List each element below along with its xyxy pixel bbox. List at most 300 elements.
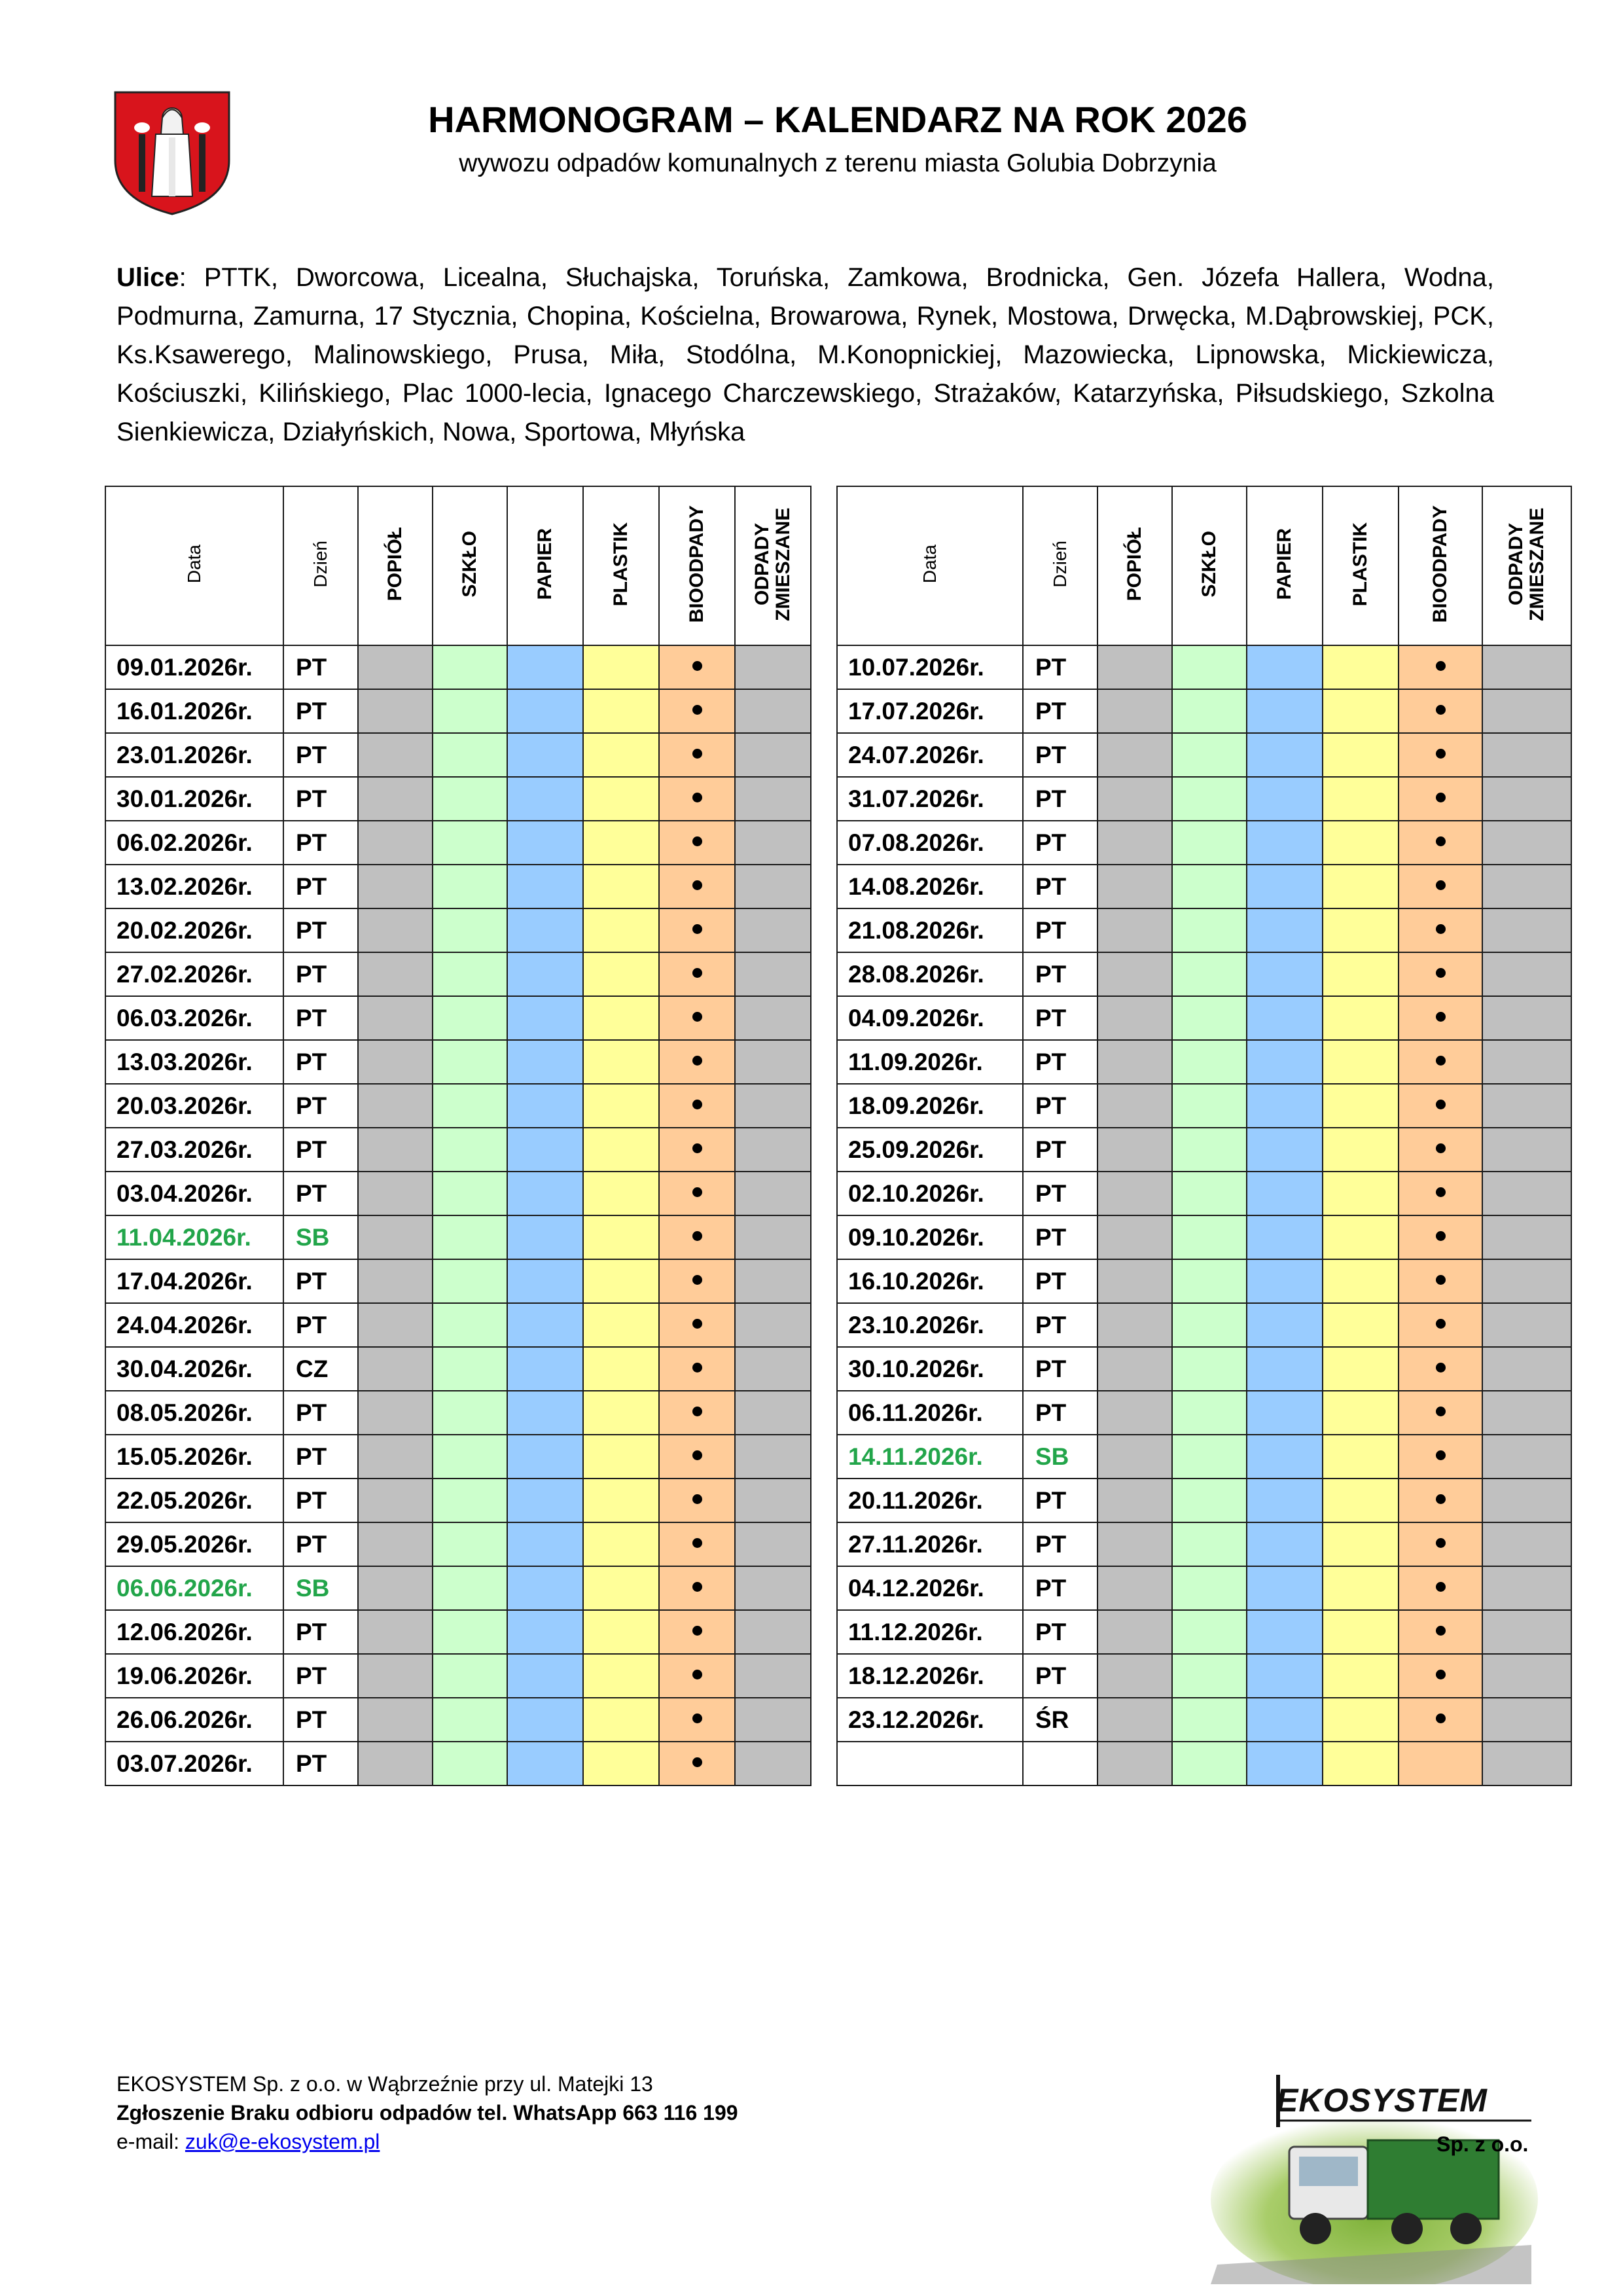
szklo-cell (1172, 1084, 1247, 1128)
logo-name: EKOSYSTEM (1276, 2082, 1488, 2119)
date-cell: 12.06.2026r. (105, 1610, 283, 1654)
column-label-popiol: POPIÓŁ (384, 527, 406, 601)
bio-cell (1399, 1084, 1482, 1128)
date-cell: 09.01.2026r. (105, 645, 283, 689)
szklo-cell (1172, 865, 1247, 908)
day-cell: PT (1023, 821, 1097, 865)
table-row (837, 821, 1571, 865)
day-cell: PT (283, 1128, 358, 1172)
zmieszane-cell (735, 1654, 811, 1698)
bio-cell (1399, 1610, 1482, 1654)
popiol-cell (358, 1391, 433, 1435)
date-cell: 24.04.2026r. (105, 1303, 283, 1347)
pickup-dot-icon (692, 1450, 702, 1460)
zmieszane-cell (735, 1391, 811, 1435)
szklo-cell (1172, 1347, 1247, 1391)
date-cell: 30.04.2026r. (105, 1347, 283, 1391)
zmieszane-cell (735, 1698, 811, 1742)
bio-cell (659, 996, 735, 1040)
pickup-dot-icon (1436, 880, 1446, 890)
table-row (105, 1479, 811, 1522)
header-row (105, 486, 811, 645)
table-row (105, 908, 811, 952)
schedule-body (837, 645, 1571, 1785)
plastik-cell (1323, 689, 1399, 733)
date-cell: 13.03.2026r. (105, 1040, 283, 1084)
papier-cell (1247, 1698, 1323, 1742)
szklo-cell (433, 1610, 507, 1654)
date-cell: 24.07.2026r. (837, 733, 1023, 777)
pickup-dot-icon (692, 1626, 702, 1636)
pickup-dot-icon (692, 1231, 702, 1241)
column-header-bio (1399, 486, 1482, 645)
szklo-cell (433, 996, 507, 1040)
papier-cell (507, 1522, 583, 1566)
plastik-cell (1323, 1479, 1399, 1522)
table-row (105, 777, 811, 821)
papier-cell (1247, 908, 1323, 952)
szklo-cell (433, 908, 507, 952)
date-cell: 11.04.2026r. (105, 1215, 283, 1259)
bio-cell (1399, 1698, 1482, 1742)
column-label-zmieszane: ODPADY ZMIESZANE (1505, 507, 1548, 621)
zmieszane-cell (735, 689, 811, 733)
popiol-cell (1097, 1040, 1172, 1084)
plastik-cell (583, 777, 659, 821)
zmieszane-cell (1482, 1698, 1571, 1742)
pickup-dot-icon (1436, 1012, 1446, 1022)
papier-cell (1247, 1040, 1323, 1084)
bio-cell (659, 1347, 735, 1391)
table-row (105, 1391, 811, 1435)
column-header-zmieszane (1482, 486, 1571, 645)
email-link[interactable]: zuk@e-ekosystem.pl (185, 2130, 380, 2153)
szklo-cell (433, 1391, 507, 1435)
szklo-cell (1172, 777, 1247, 821)
zmieszane-cell (1482, 821, 1571, 865)
pickup-dot-icon (692, 1275, 702, 1285)
papier-cell (507, 1128, 583, 1172)
day-cell: PT (1023, 1566, 1097, 1610)
day-cell (1023, 1742, 1097, 1785)
date-cell: 22.05.2026r. (105, 1479, 283, 1522)
zmieszane-cell (1482, 865, 1571, 908)
bio-cell (659, 733, 735, 777)
popiol-cell (1097, 777, 1172, 821)
szklo-cell (1172, 1698, 1247, 1742)
plastik-cell (583, 996, 659, 1040)
plastik-cell (1323, 952, 1399, 996)
szklo-cell (433, 645, 507, 689)
day-cell: PT (1023, 1522, 1097, 1566)
popiol-cell (1097, 1742, 1172, 1785)
pickup-dot-icon (692, 836, 702, 846)
schedule-table-left (105, 486, 812, 1786)
szklo-cell (433, 777, 507, 821)
papier-cell (1247, 1084, 1323, 1128)
plastik-cell (1323, 777, 1399, 821)
papier-cell (1247, 1435, 1323, 1479)
date-cell: 08.05.2026r. (105, 1391, 283, 1435)
popiol-cell (1097, 952, 1172, 996)
popiol-cell (358, 865, 433, 908)
date-cell: 07.08.2026r. (837, 821, 1023, 865)
date-cell: 06.06.2026r. (105, 1566, 283, 1610)
plastik-cell (1323, 996, 1399, 1040)
popiol-cell (358, 1610, 433, 1654)
popiol-cell (358, 952, 433, 996)
column-header-szklo (1172, 486, 1247, 645)
papier-cell (1247, 952, 1323, 996)
date-cell: 23.12.2026r. (837, 1698, 1023, 1742)
zmieszane-cell (1482, 952, 1571, 996)
pickup-dot-icon (692, 924, 702, 934)
plastik-cell (583, 689, 659, 733)
table-row (105, 1040, 811, 1084)
plastik-cell (583, 1347, 659, 1391)
papier-cell (507, 733, 583, 777)
popiol-cell (358, 1215, 433, 1259)
papier-cell (507, 1742, 583, 1785)
table-row (837, 733, 1571, 777)
bio-cell (1399, 1215, 1482, 1259)
bio-cell (659, 1522, 735, 1566)
zmieszane-cell (1482, 1084, 1571, 1128)
plastik-cell (583, 1084, 659, 1128)
table-row (837, 1259, 1571, 1303)
pickup-dot-icon (692, 661, 702, 671)
plastik-cell (1323, 1698, 1399, 1742)
bio-cell (1399, 996, 1482, 1040)
papier-cell (507, 1347, 583, 1391)
bio-cell (659, 1479, 735, 1522)
table-row (837, 1698, 1571, 1742)
column-header-day (283, 486, 358, 645)
pickup-dot-icon (692, 1056, 702, 1066)
papier-cell (507, 996, 583, 1040)
popiol-cell (1097, 1391, 1172, 1435)
papier-cell (1247, 733, 1323, 777)
column-label-szklo: SZKŁO (459, 531, 480, 598)
date-cell: 20.03.2026r. (105, 1084, 283, 1128)
day-cell: PT (283, 689, 358, 733)
column-label-plastik: PLASTIK (1349, 522, 1371, 607)
day-cell: PT (1023, 1259, 1097, 1303)
day-cell: PT (283, 1303, 358, 1347)
zmieszane-cell (1482, 1303, 1571, 1347)
date-cell (837, 1742, 1023, 1785)
bio-cell (659, 1698, 735, 1742)
zmieszane-cell (735, 645, 811, 689)
table-row (837, 1435, 1571, 1479)
popiol-cell (358, 689, 433, 733)
bio-cell (1399, 1172, 1482, 1215)
date-cell: 23.01.2026r. (105, 733, 283, 777)
plastik-cell (583, 1435, 659, 1479)
column-label-day: Dzień (310, 541, 330, 588)
date-cell: 16.01.2026r. (105, 689, 283, 733)
pickup-dot-icon (1436, 1713, 1446, 1723)
plastik-cell (1323, 1435, 1399, 1479)
table-row (837, 1742, 1571, 1785)
popiol-cell (358, 1259, 433, 1303)
papier-cell (507, 1084, 583, 1128)
table-row (837, 1522, 1571, 1566)
footer-company: EKOSYSTEM Sp. z o.o. w Wąbrzeźnie przy ul. Matejki 13 (116, 2072, 653, 2096)
zmieszane-cell (1482, 689, 1571, 733)
header-row (837, 486, 1571, 645)
column-label-date: Data (919, 545, 940, 584)
popiol-cell (1097, 821, 1172, 865)
zmieszane-cell (735, 1084, 811, 1128)
szklo-cell (1172, 1435, 1247, 1479)
pickup-dot-icon (1436, 705, 1446, 715)
plastik-cell (1323, 1128, 1399, 1172)
table-row (105, 1128, 811, 1172)
papier-cell (507, 1215, 583, 1259)
table-row (837, 1347, 1571, 1391)
zmieszane-cell (1482, 1128, 1571, 1172)
papier-cell (507, 1610, 583, 1654)
streets-text: PTTK, Dworcowa, Licealna, Słuchajska, Toruńska, Zamkowa, Brodnicka, Gen. Józefa Hallera, Wodna, Podmurna, Zamurna, 17 Stycznia, Chopina, Kościelna, Browarowa, Rynek, Mostowa, Drwęcka, M.Dąbrowskiej, PCK, Ks.Ksawerego, Malinowskiego, Prusa, Miła, Stodólna, M.Konopnickiej, Mazowiecka, Lipnowska, Mickiewicza, Kościuszki, Kilińskiego, Plac 1000-lecia, Ignacego Charczewskiego, Strażaków, Katarzyńska, Piłsudskiego, Szkolna Sienkiewicza, Działyńskich, Nowa, Sportowa, Młyńska (116, 263, 1494, 446)
papier-cell (507, 1435, 583, 1479)
zmieszane-cell (1482, 1742, 1571, 1785)
szklo-cell (1172, 1610, 1247, 1654)
footer-email-line (116, 2130, 380, 2154)
zmieszane-cell (1482, 1435, 1571, 1479)
plastik-cell (1323, 1040, 1399, 1084)
popiol-cell (1097, 1522, 1172, 1566)
pickup-dot-icon (692, 1757, 702, 1767)
day-cell: PT (1023, 996, 1097, 1040)
day-cell: PT (283, 908, 358, 952)
papier-cell (1247, 1128, 1323, 1172)
plastik-cell (583, 1172, 659, 1215)
szklo-cell (433, 1742, 507, 1785)
day-cell: PT (283, 1654, 358, 1698)
popiol-cell (1097, 1435, 1172, 1479)
szklo-cell (433, 1479, 507, 1522)
zmieszane-cell (735, 1610, 811, 1654)
szklo-cell (433, 1698, 507, 1742)
zmieszane-cell (735, 996, 811, 1040)
papier-cell (1247, 689, 1323, 733)
day-cell: PT (1023, 733, 1097, 777)
zmieszane-cell (1482, 1215, 1571, 1259)
pickup-dot-icon (692, 793, 702, 802)
bio-cell (1399, 1347, 1482, 1391)
szklo-cell (433, 1040, 507, 1084)
date-cell: 11.12.2026r. (837, 1610, 1023, 1654)
day-cell: SB (1023, 1435, 1097, 1479)
zmieszane-cell (1482, 1040, 1571, 1084)
table-row (837, 865, 1571, 908)
zmieszane-cell (735, 1128, 811, 1172)
popiol-cell (1097, 1654, 1172, 1698)
popiol-cell (358, 1479, 433, 1522)
papier-cell (1247, 1522, 1323, 1566)
bio-cell (659, 821, 735, 865)
date-cell: 25.09.2026r. (837, 1128, 1023, 1172)
table-row (837, 689, 1571, 733)
papier-cell (507, 1654, 583, 1698)
bio-cell (659, 1654, 735, 1698)
pickup-dot-icon (1436, 749, 1446, 759)
pickup-dot-icon (692, 1670, 702, 1679)
table-row (105, 1742, 811, 1785)
schedule-header (105, 486, 811, 645)
bio-cell (1399, 733, 1482, 777)
table-row (837, 645, 1571, 689)
pickup-dot-icon (692, 1363, 702, 1372)
date-cell: 17.04.2026r. (105, 1259, 283, 1303)
bio-cell (659, 1215, 735, 1259)
popiol-cell (1097, 1698, 1172, 1742)
bio-cell (659, 952, 735, 996)
column-header-date (105, 486, 283, 645)
table-row (105, 1610, 811, 1654)
papier-cell (507, 1303, 583, 1347)
szklo-cell (433, 1259, 507, 1303)
date-cell: 17.07.2026r. (837, 689, 1023, 733)
plastik-cell (583, 1259, 659, 1303)
szklo-cell (433, 689, 507, 733)
table-row (105, 1084, 811, 1128)
zmieszane-cell (1482, 1347, 1571, 1391)
plastik-cell (1323, 1742, 1399, 1785)
table-row (105, 1215, 811, 1259)
column-header-zmieszane (735, 486, 811, 645)
szklo-cell (1172, 1742, 1247, 1785)
column-label-papier: PAPIER (534, 528, 556, 600)
pickup-dot-icon (1436, 1494, 1446, 1504)
day-cell: PT (1023, 865, 1097, 908)
day-cell: PT (283, 645, 358, 689)
papier-cell (507, 689, 583, 733)
popiol-cell (358, 645, 433, 689)
table-row (105, 1566, 811, 1610)
schedule-body (105, 645, 811, 1785)
zmieszane-cell (735, 1303, 811, 1347)
szklo-cell (433, 1654, 507, 1698)
popiol-cell (358, 1172, 433, 1215)
zmieszane-cell (1482, 1522, 1571, 1566)
szklo-cell (1172, 733, 1247, 777)
bio-cell (1399, 908, 1482, 952)
popiol-cell (1097, 1566, 1172, 1610)
popiol-cell (358, 1084, 433, 1128)
szklo-cell (433, 1522, 507, 1566)
bio-cell (659, 645, 735, 689)
column-header-date (837, 486, 1023, 645)
pickup-dot-icon (692, 749, 702, 759)
popiol-cell (1097, 1479, 1172, 1522)
papier-cell (1247, 996, 1323, 1040)
popiol-cell (358, 1040, 433, 1084)
logo-suffix: Sp. z o.o. (1436, 2132, 1529, 2156)
date-cell: 09.10.2026r. (837, 1215, 1023, 1259)
plastik-cell (1323, 1522, 1399, 1566)
table-row (837, 1128, 1571, 1172)
date-cell: 30.01.2026r. (105, 777, 283, 821)
bio-cell (1399, 689, 1482, 733)
szklo-cell (1172, 821, 1247, 865)
plastik-cell (1323, 1566, 1399, 1610)
table-row (105, 1435, 811, 1479)
column-header-popiol (1097, 486, 1172, 645)
date-cell: 28.08.2026r. (837, 952, 1023, 996)
popiol-cell (1097, 1610, 1172, 1654)
zmieszane-cell (1482, 1479, 1571, 1522)
table-row (105, 865, 811, 908)
szklo-cell (1172, 1479, 1247, 1522)
szklo-cell (433, 1566, 507, 1610)
zmieszane-cell (735, 733, 811, 777)
bio-cell (1399, 1742, 1482, 1785)
popiol-cell (1097, 1259, 1172, 1303)
bio-cell (659, 1128, 735, 1172)
plastik-cell (1323, 865, 1399, 908)
day-cell: PT (1023, 645, 1097, 689)
column-label-bio: BIOODPADY (686, 505, 707, 623)
papier-cell (507, 645, 583, 689)
pickup-dot-icon (1436, 1319, 1446, 1329)
papier-cell (1247, 777, 1323, 821)
papier-cell (1247, 645, 1323, 689)
pickup-dot-icon (1436, 1187, 1446, 1197)
date-cell: 10.07.2026r. (837, 645, 1023, 689)
day-cell: PT (1023, 1347, 1097, 1391)
footer-report: Zgłoszenie Braku odbioru odpadów tel. WhatsApp 663 116 199 (116, 2101, 738, 2125)
bio-cell (659, 1084, 735, 1128)
pickup-dot-icon (1436, 1100, 1446, 1109)
day-cell: PT (283, 865, 358, 908)
pickup-dot-icon (692, 1187, 702, 1197)
day-cell: PT (1023, 1303, 1097, 1347)
day-cell: PT (1023, 1084, 1097, 1128)
column-header-papier (1247, 486, 1323, 645)
popiol-cell (358, 777, 433, 821)
szklo-cell (433, 1128, 507, 1172)
plastik-cell (1323, 821, 1399, 865)
bio-cell (1399, 1128, 1482, 1172)
popiol-cell (358, 1566, 433, 1610)
column-header-plastik (1323, 486, 1399, 645)
pickup-dot-icon (1436, 836, 1446, 846)
zmieszane-cell (735, 952, 811, 996)
szklo-cell (433, 821, 507, 865)
zmieszane-cell (1482, 733, 1571, 777)
table-row (837, 1303, 1571, 1347)
plastik-cell (583, 1215, 659, 1259)
bio-cell (659, 1040, 735, 1084)
popiol-cell (358, 908, 433, 952)
date-cell: 16.10.2026r. (837, 1259, 1023, 1303)
plastik-cell (1323, 733, 1399, 777)
column-label-zmieszane: ODPADY ZMIESZANE (751, 507, 794, 621)
zmieszane-cell (735, 1215, 811, 1259)
popiol-cell (1097, 908, 1172, 952)
szklo-cell (1172, 996, 1247, 1040)
popiol-cell (358, 1698, 433, 1742)
bio-cell (1399, 1435, 1482, 1479)
papier-cell (1247, 1172, 1323, 1215)
column-header-papier (507, 486, 583, 645)
date-cell: 31.07.2026r. (837, 777, 1023, 821)
date-cell: 06.02.2026r. (105, 821, 283, 865)
column-label-plastik: PLASTIK (610, 522, 632, 607)
szklo-cell (1172, 952, 1247, 996)
